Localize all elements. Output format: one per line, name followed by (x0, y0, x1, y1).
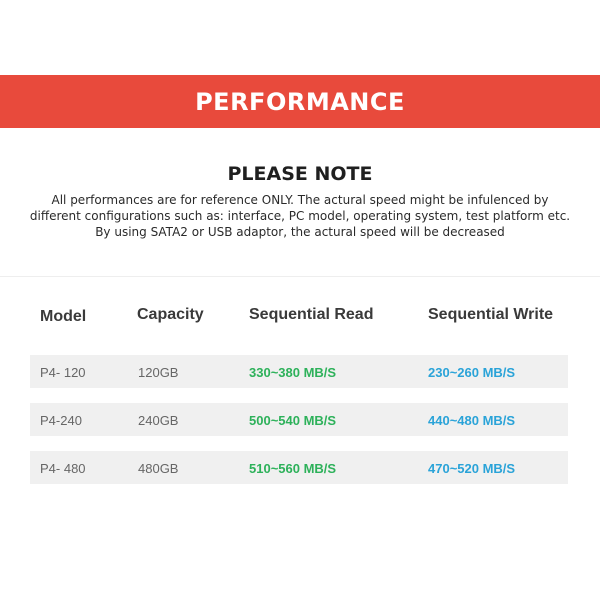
cell-capacity: 240GB (138, 413, 179, 428)
cell-read-speed: 330~380 MB/S (249, 365, 337, 380)
note-line: All performances are for reference ONLY. The actural speed might be infulenced by (51, 193, 549, 207)
table-row (30, 451, 568, 484)
cell-capacity: 480GB (138, 461, 179, 476)
note-line: By using SATA2 or USB adaptor, the actural speed will be decreased (95, 225, 505, 239)
section-divider (0, 276, 600, 277)
header-sequential-read: Sequential Read (249, 306, 374, 323)
cell-write-speed: 440~480 MB/S (428, 413, 516, 428)
note-section (0, 163, 600, 240)
cell-read-speed: 510~560 MB/S (249, 461, 337, 476)
cell-write-speed: 470~520 MB/S (428, 461, 516, 476)
performance-banner (0, 75, 600, 128)
cell-write-speed: 230~260 MB/S (428, 365, 516, 380)
header-capacity: Capacity (137, 306, 204, 323)
note-line: different configurations such as: interface, PC model, operating system, test platform etc. (29, 209, 571, 223)
cell-capacity: 120GB (138, 365, 179, 380)
header-sequential-write: Sequential Write (428, 306, 554, 323)
table-header-row (30, 300, 570, 330)
cell-read-speed: 500~540 MB/S (249, 413, 337, 428)
table-row (30, 403, 568, 436)
banner-title: PERFORMANCE (195, 87, 405, 116)
cell-model: P4- 120 (40, 365, 86, 380)
table-row (30, 355, 568, 388)
cell-model: P4-240 (40, 413, 82, 428)
note-heading: PLEASE NOTE (227, 163, 373, 185)
header-model: Model (40, 308, 87, 325)
cell-model: P4- 480 (40, 461, 86, 476)
